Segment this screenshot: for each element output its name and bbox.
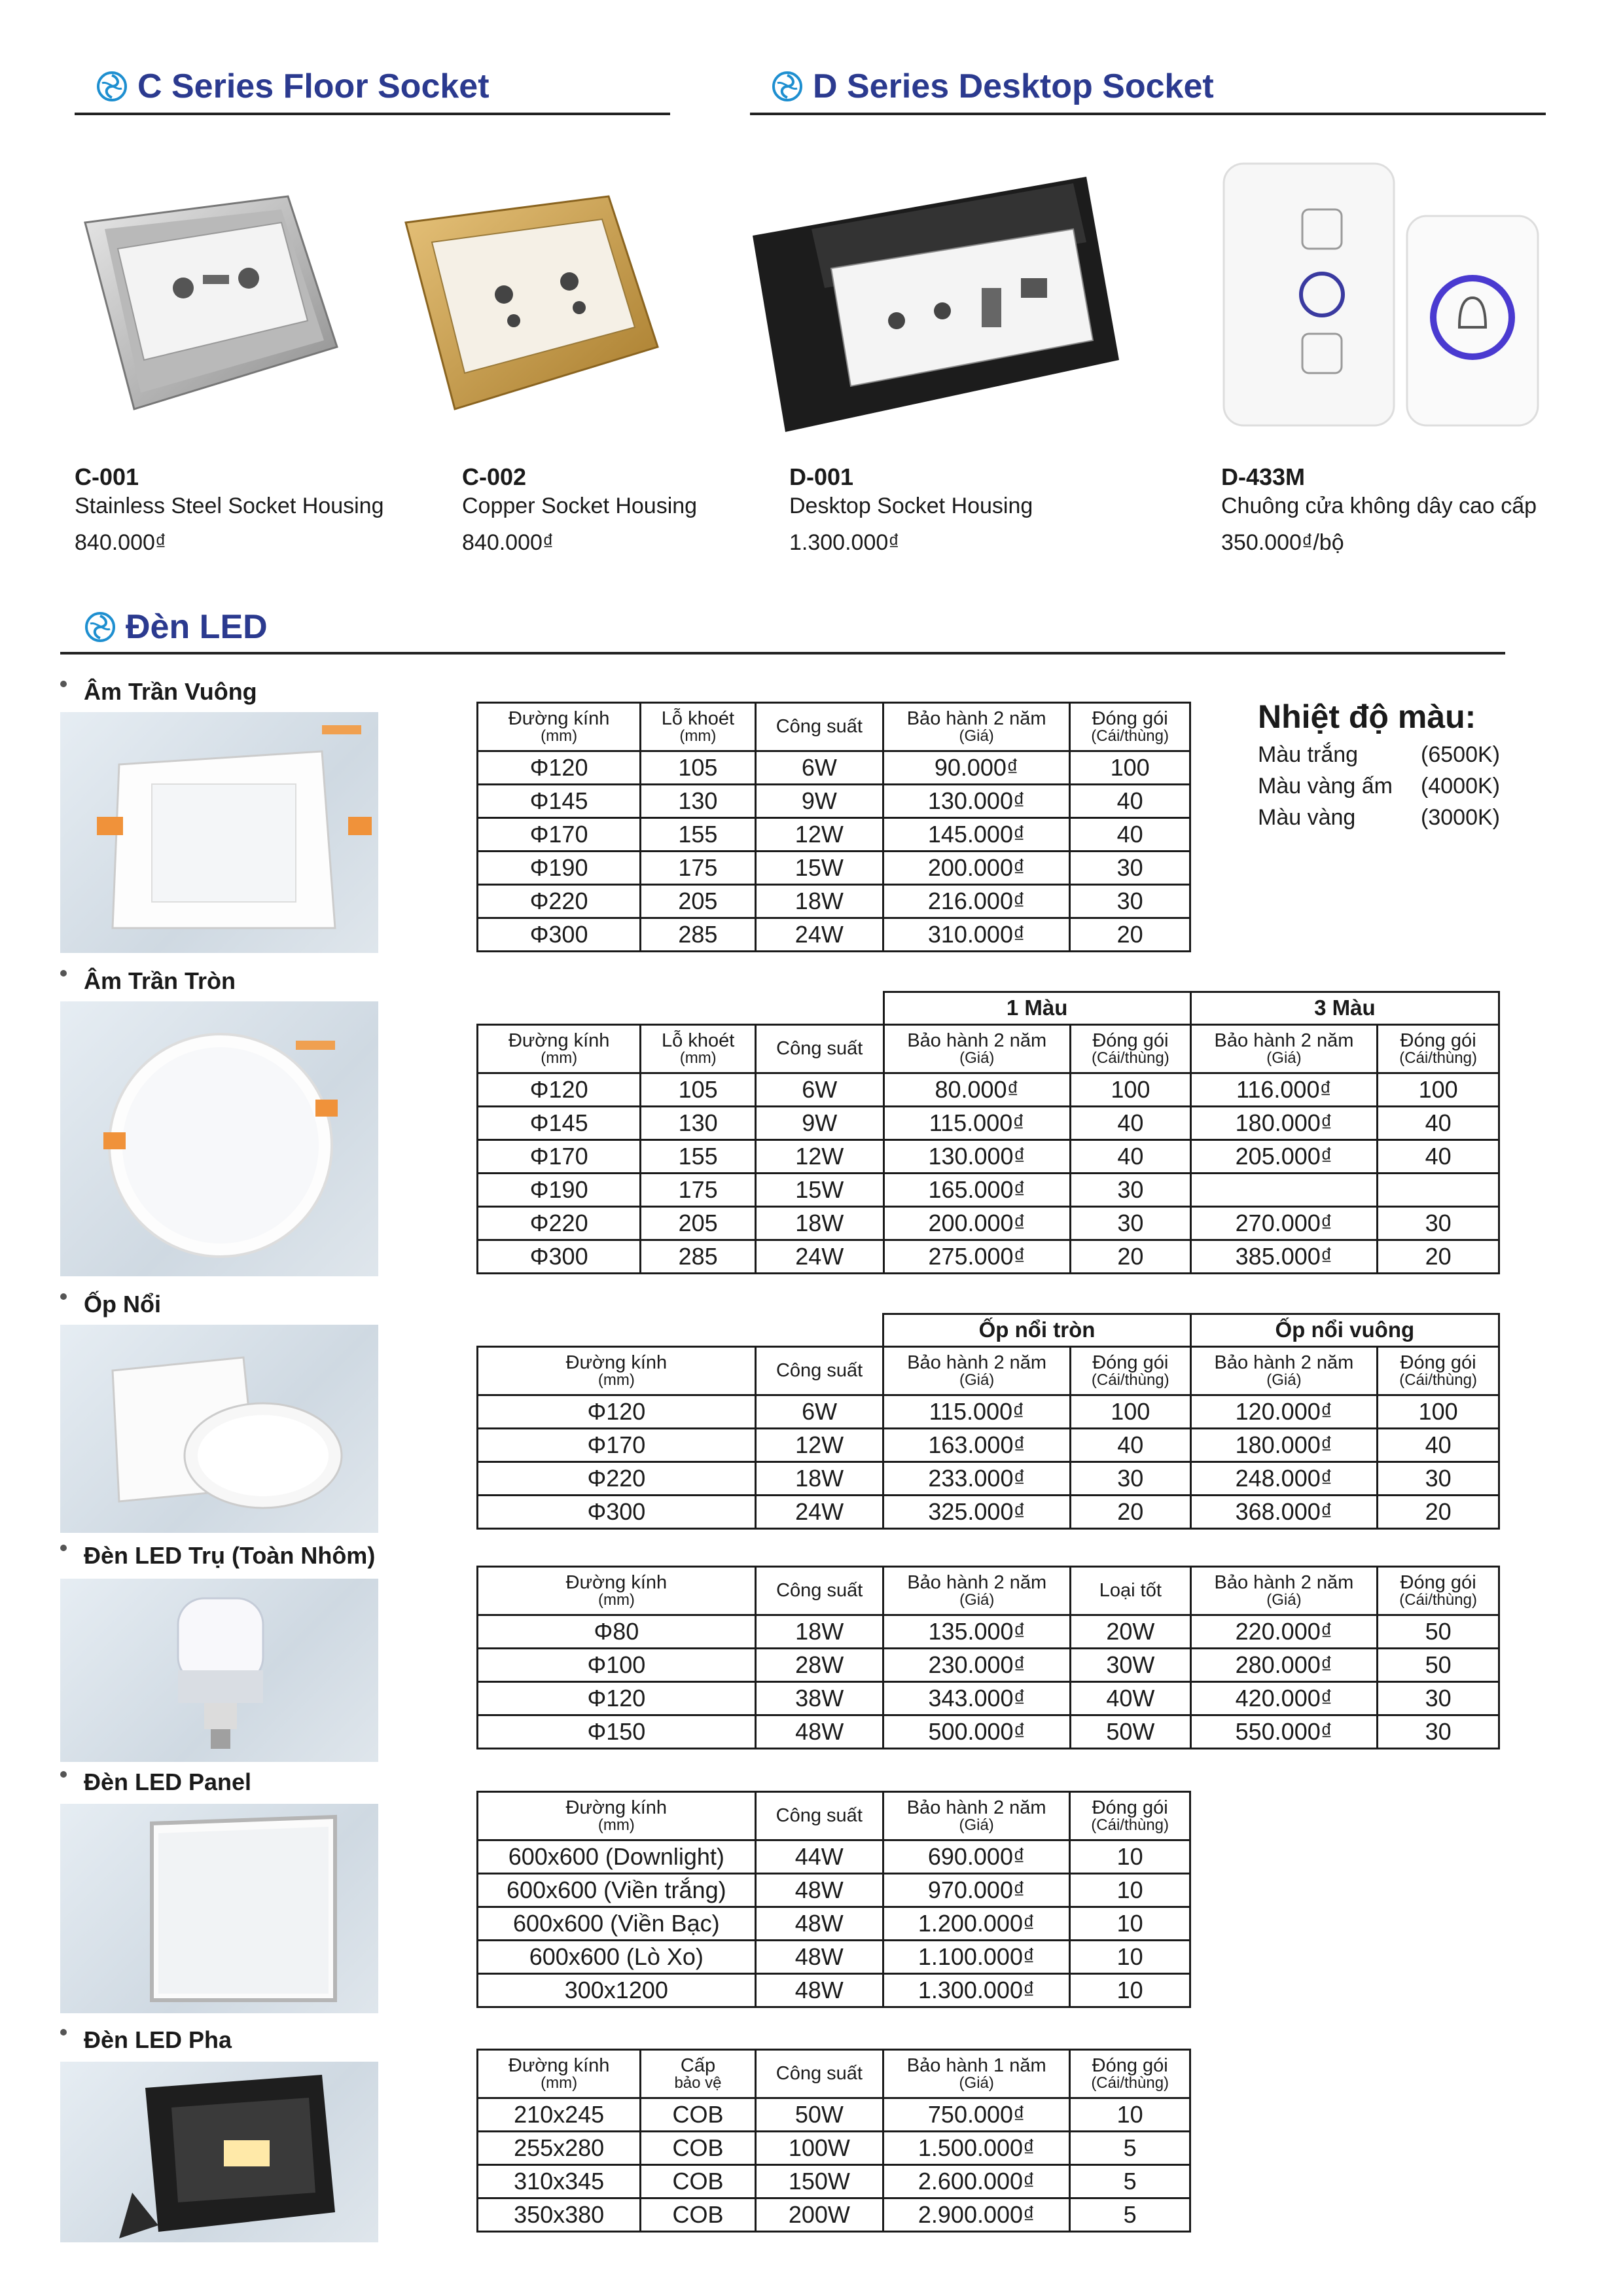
- table-row: [478, 1395, 1499, 1428]
- table-cell: COB: [641, 2098, 755, 2132]
- color-temp-title: Nhiệt độ màu:: [1258, 698, 1476, 735]
- table-cell: 600x600 (Downlight): [478, 1840, 756, 1874]
- table-cell: 275.000₫: [883, 1240, 1070, 1273]
- table-cell: 30W: [1071, 1649, 1191, 1682]
- header-diameter: Đường kính (mm): [478, 2050, 641, 2098]
- table-cell: 205: [641, 885, 755, 918]
- table-row: [478, 1173, 1499, 1206]
- group-header-1-color: 1 Màu: [883, 992, 1190, 1025]
- group-header-3-color: 3 Màu: [1190, 992, 1499, 1025]
- table-cell: 18W: [755, 1206, 883, 1240]
- blank-cell: [478, 1314, 883, 1347]
- table-cell: 105: [641, 751, 755, 785]
- table-cell: COB: [641, 2198, 755, 2232]
- table-cell: 165.000₫: [883, 1173, 1070, 1206]
- table-cell: COB: [641, 2132, 755, 2165]
- table-cell: Φ80: [478, 1615, 756, 1649]
- table-cell: Φ190: [478, 1173, 641, 1206]
- table-cell: 9W: [755, 785, 883, 818]
- table-cell: 15W: [755, 852, 883, 885]
- table-cell: 18W: [755, 885, 883, 918]
- table-cell: 50: [1378, 1615, 1499, 1649]
- table-cell: 9W: [755, 1106, 883, 1139]
- header-diameter: Đường kính (mm): [478, 1024, 641, 1073]
- table-cell: 155: [641, 818, 755, 852]
- table-cell: 100: [1070, 1395, 1190, 1428]
- product-code: C-002: [462, 463, 527, 490]
- table-cell: 248.000₫: [1190, 1462, 1378, 1495]
- price-table-cylinder: [476, 1566, 1500, 1749]
- header-packing: Đóng gói (Cái/thùng): [1070, 2050, 1190, 2098]
- table-cell: 30: [1378, 1206, 1499, 1240]
- category-label: [60, 678, 257, 706]
- group-header-square: Ốp nổi vuông: [1190, 1314, 1499, 1347]
- table-cell: 230.000₫: [883, 1649, 1071, 1682]
- table-cell: 20: [1070, 1495, 1190, 1528]
- table-cell: 155: [641, 1139, 756, 1173]
- table-cell: Φ220: [478, 885, 641, 918]
- header-packing: Đóng gói (Cái/thùng): [1378, 1567, 1499, 1615]
- table-cell: 50W: [1071, 1715, 1191, 1749]
- table-row: [478, 1649, 1499, 1682]
- table-cell: 40: [1070, 785, 1190, 818]
- table-cell: 28W: [755, 1649, 883, 1682]
- table-cell: 6W: [755, 1395, 883, 1428]
- table-cell: 270.000₫: [1190, 1206, 1377, 1240]
- section-title-desktop-text: D Series Desktop Socket: [813, 67, 1214, 105]
- table-cell: 30: [1070, 885, 1190, 918]
- table-cell: 40: [1070, 1139, 1190, 1173]
- table-cell: 220.000₫: [1190, 1615, 1378, 1649]
- table-cell: 343.000₫: [883, 1682, 1071, 1715]
- table-cell: Φ300: [478, 1240, 641, 1273]
- table-cell: 600x600 (Lò Xo): [478, 1941, 756, 1974]
- table-cell: 10: [1070, 2098, 1190, 2132]
- table-cell: [1190, 1173, 1377, 1206]
- table-cell: 15W: [755, 1173, 883, 1206]
- table-cell: 100: [1070, 1073, 1190, 1106]
- table-row: [478, 2098, 1190, 2132]
- table-cell: 40: [1070, 1428, 1190, 1462]
- table-row: [478, 1240, 1499, 1273]
- header-warranty: Bảo hành 2 năm (Giá): [883, 1024, 1070, 1073]
- table-cell: 115.000₫: [883, 1106, 1070, 1139]
- table-cell: 1.500.000₫: [883, 2132, 1070, 2165]
- table-cell: 116.000₫: [1190, 1073, 1377, 1106]
- table-cell: 40W: [1071, 1682, 1191, 1715]
- table-cell: 368.000₫: [1190, 1495, 1378, 1528]
- table-cell: Φ145: [478, 785, 641, 818]
- table-cell: 12W: [755, 818, 883, 852]
- table-cell: 48W: [755, 1974, 883, 2007]
- table-cell: 18W: [755, 1615, 883, 1649]
- table-cell: 30: [1378, 1715, 1499, 1749]
- table-cell: 44W: [755, 1840, 883, 1874]
- surface-light-image: [60, 1325, 378, 1533]
- product-name: Desktop Socket Housing: [789, 493, 1033, 518]
- table-cell: 50W: [755, 2098, 883, 2132]
- product-price: 840.000₫: [75, 530, 167, 555]
- table-cell: 5: [1070, 2198, 1190, 2232]
- cylinder-bulb-image: [60, 1579, 378, 1762]
- price-table-round: [476, 991, 1500, 1274]
- header-power: Công suất: [755, 703, 883, 751]
- header-warranty: Bảo hành 2 năm (Giá): [883, 1567, 1071, 1615]
- table-cell: [1378, 1173, 1499, 1206]
- table-cell: 350x380: [478, 2198, 641, 2232]
- color-temp-name: Màu vàng ấm: [1258, 774, 1393, 798]
- header-packing: Đóng gói (Cái/thùng): [1378, 1024, 1499, 1073]
- table-row: [478, 2198, 1190, 2232]
- header-grade: Loại tốt: [1071, 1567, 1191, 1615]
- color-temp-name: Màu trắng: [1258, 742, 1359, 767]
- header-warranty: Bảo hành 2 năm (Giá): [883, 1346, 1071, 1395]
- product-code: C-001: [75, 463, 139, 490]
- header-packing: Đóng gói (Cái/thùng): [1378, 1346, 1499, 1395]
- table-cell: 285: [641, 1240, 756, 1273]
- table-cell: 233.000₫: [883, 1462, 1071, 1495]
- header-warranty: Bảo hành 2 năm (Giá): [883, 703, 1070, 751]
- header-warranty: Bảo hành 2 năm (Giá): [1190, 1567, 1378, 1615]
- section-title-floor-text: C Series Floor Socket: [137, 67, 490, 105]
- price-table-panel: [476, 1791, 1191, 2008]
- table-cell: Φ300: [478, 918, 641, 952]
- table-cell: 115.000₫: [883, 1395, 1071, 1428]
- table-cell: 100: [1070, 751, 1190, 785]
- table-cell: 24W: [755, 1240, 883, 1273]
- table-row: [478, 1615, 1499, 1649]
- table-cell: 280.000₫: [1190, 1649, 1378, 1682]
- table-row: [478, 1715, 1499, 1749]
- table-cell: Φ150: [478, 1715, 756, 1749]
- color-temp-value: (4000K): [1421, 774, 1500, 798]
- table-cell: 24W: [755, 918, 883, 952]
- header-warranty: Bảo hành 2 năm (Giá): [1190, 1024, 1377, 1073]
- price-table-surface: [476, 1313, 1500, 1530]
- doorbell-image: [1217, 157, 1544, 432]
- table-row: [478, 1106, 1499, 1139]
- table-cell: 12W: [755, 1428, 883, 1462]
- table-cell: 30: [1378, 1462, 1499, 1495]
- table-cell: 80.000₫: [883, 1073, 1070, 1106]
- table-cell: 180.000₫: [1190, 1428, 1378, 1462]
- table-cell: 10: [1070, 1941, 1190, 1974]
- table-cell: Φ170: [478, 1428, 756, 1462]
- table-row: [478, 751, 1190, 785]
- table-cell: 2.600.000₫: [883, 2165, 1070, 2198]
- table-cell: Φ100: [478, 1649, 756, 1682]
- table-cell: 30: [1070, 1173, 1190, 1206]
- header-power: Công suất: [755, 1792, 883, 1840]
- table-cell: 130.000₫: [883, 1139, 1070, 1173]
- table-cell: 600x600 (Viền trắng): [478, 1874, 756, 1907]
- table-cell: 130: [641, 1106, 756, 1139]
- table-cell: 20: [1070, 918, 1190, 952]
- group-header-round: Ốp nổi tròn: [883, 1314, 1190, 1347]
- table-cell: 48W: [755, 1907, 883, 1941]
- table-row: [478, 2165, 1190, 2198]
- table-cell: 970.000₫: [883, 1874, 1069, 1907]
- table-cell: 420.000₫: [1190, 1682, 1378, 1715]
- category-label-text: Âm Trần Tròn: [84, 967, 236, 994]
- category-label-text: Âm Trần Vuông: [84, 678, 257, 705]
- table-cell: 6W: [755, 751, 883, 785]
- section-rule-desktop: [750, 113, 1546, 115]
- table-row: [478, 1907, 1190, 1941]
- header-warranty: Bảo hành 2 năm (Giá): [1190, 1346, 1378, 1395]
- table-cell: 100: [1378, 1395, 1499, 1428]
- table-cell: COB: [641, 2165, 755, 2198]
- swirl-logo-icon: [97, 71, 127, 101]
- table-row: [478, 818, 1190, 852]
- table-cell: 163.000₫: [883, 1428, 1071, 1462]
- table-cell: 20W: [1071, 1615, 1191, 1649]
- table-cell: 105: [641, 1073, 756, 1106]
- table-cell: 285: [641, 918, 755, 952]
- table-cell: 130: [641, 785, 755, 818]
- category-label: [60, 1291, 161, 1318]
- table-row: [478, 1462, 1499, 1495]
- header-diameter: Đường kính (mm): [478, 1346, 756, 1395]
- category-label: [60, 2026, 232, 2054]
- desktop-socket-image: [746, 164, 1126, 439]
- category-label-text: Đèn LED Trụ (Toàn Nhôm): [84, 1542, 376, 1569]
- floodlight-image: [60, 2062, 378, 2242]
- table-cell: 6W: [755, 1073, 883, 1106]
- table-cell: Φ145: [478, 1106, 641, 1139]
- price-table-flood: [476, 2049, 1191, 2233]
- category-label-text: Đèn LED Panel: [84, 1768, 252, 1795]
- table-cell: Φ220: [478, 1206, 641, 1240]
- table-cell: 48W: [755, 1874, 883, 1907]
- header-packing: Đóng gói (Cái/thùng): [1070, 1792, 1190, 1840]
- table-cell: 100: [1378, 1073, 1499, 1106]
- table-cell: 255x280: [478, 2132, 641, 2165]
- product-code: D-001: [789, 463, 854, 490]
- table-cell: 40: [1070, 818, 1190, 852]
- table-cell: Φ120: [478, 1682, 756, 1715]
- header-warranty: Bảo hành 1 năm (Giá): [883, 2050, 1070, 2098]
- product-name: Chuông cửa không dây cao cấp: [1221, 493, 1537, 518]
- header-warranty: Bảo hành 2 năm (Giá): [883, 1792, 1069, 1840]
- table-cell: 10: [1070, 1907, 1190, 1941]
- table-row: [478, 1974, 1190, 2007]
- header-diameter: Đường kính (mm): [478, 1567, 756, 1615]
- table-cell: 180.000₫: [1190, 1106, 1377, 1139]
- table-cell: 310.000₫: [883, 918, 1070, 952]
- blank-cell: [478, 992, 884, 1025]
- section-title-led-text: Đèn LED: [126, 608, 268, 646]
- table-cell: 1.200.000₫: [883, 1907, 1069, 1941]
- table-cell: 175: [641, 852, 755, 885]
- table-cell: 20: [1378, 1240, 1499, 1273]
- table-row: [478, 885, 1190, 918]
- table-cell: 12W: [755, 1139, 883, 1173]
- product-price: 840.000₫: [462, 530, 554, 555]
- table-cell: 40: [1378, 1106, 1499, 1139]
- table-cell: Φ120: [478, 751, 641, 785]
- category-label: [60, 1542, 375, 1570]
- category-label: [60, 1768, 251, 1796]
- header-power: Công suất: [755, 2050, 883, 2098]
- product-price: 350.000₫/bộ: [1221, 530, 1344, 555]
- table-row: [478, 785, 1190, 818]
- table-row: [478, 1682, 1499, 1715]
- copper-socket-image: [393, 183, 661, 412]
- category-label: [60, 967, 236, 995]
- table-cell: 30: [1070, 1462, 1190, 1495]
- table-row: [478, 1428, 1499, 1462]
- table-cell: Φ120: [478, 1073, 641, 1106]
- table-cell: 40: [1070, 1106, 1190, 1139]
- table-cell: 205.000₫: [1190, 1139, 1377, 1173]
- product-code: D-433M: [1221, 463, 1306, 490]
- color-temp-row: [1258, 742, 1500, 768]
- table-cell: 24W: [755, 1495, 883, 1528]
- table-row: [478, 2132, 1190, 2165]
- table-cell: Φ190: [478, 852, 641, 885]
- table-cell: 175: [641, 1173, 756, 1206]
- header-packing: Đóng gói (Cái/thùng): [1070, 1024, 1190, 1073]
- header-power: Công suất: [755, 1567, 883, 1615]
- header-power: Công suất: [755, 1024, 883, 1073]
- header-diameter: Đường kính (mm): [478, 1792, 756, 1840]
- color-temp-value: (6500K): [1421, 742, 1500, 767]
- swirl-logo-icon: [772, 71, 802, 101]
- table-cell: 120.000₫: [1190, 1395, 1378, 1428]
- table-cell: 2.900.000₫: [883, 2198, 1070, 2232]
- header-packing: Đóng gói (Cái/thùng): [1070, 703, 1190, 751]
- header-cutout: Lỗ khoét (mm): [641, 703, 755, 751]
- table-cell: 40: [1378, 1428, 1499, 1462]
- table-row: [478, 1874, 1190, 1907]
- table-cell: 10: [1070, 1874, 1190, 1907]
- table-cell: 18W: [755, 1462, 883, 1495]
- table-cell: 5: [1070, 2165, 1190, 2198]
- table-row: [478, 1206, 1499, 1240]
- table-cell: 200.000₫: [883, 852, 1070, 885]
- table-cell: 10: [1070, 1840, 1190, 1874]
- price-table-square: [476, 702, 1191, 952]
- header-diameter: Đường kính (mm): [478, 703, 641, 751]
- section-rule-led: [60, 652, 1505, 655]
- table-cell: 200.000₫: [883, 1206, 1070, 1240]
- table-cell: 40: [1378, 1139, 1499, 1173]
- header-protection: Cấp bảo vệ: [641, 2050, 755, 2098]
- table-row: [478, 918, 1190, 952]
- table-cell: 38W: [755, 1682, 883, 1715]
- table-cell: 30: [1070, 852, 1190, 885]
- color-temp-row: [1258, 805, 1500, 831]
- table-cell: 216.000₫: [883, 885, 1070, 918]
- table-cell: 130.000₫: [883, 785, 1070, 818]
- header-cutout: Lỗ khoét (mm): [641, 1024, 756, 1073]
- table-cell: 385.000₫: [1190, 1240, 1377, 1273]
- product-price: 1.300.000₫: [789, 530, 900, 555]
- section-title-led: [85, 607, 268, 647]
- table-cell: 100W: [755, 2132, 883, 2165]
- section-rule-floor: [75, 113, 670, 115]
- table-cell: 550.000₫: [1190, 1715, 1378, 1749]
- table-cell: Φ300: [478, 1495, 756, 1528]
- table-cell: 50: [1378, 1649, 1499, 1682]
- table-cell: Φ220: [478, 1462, 756, 1495]
- table-row: [478, 1139, 1499, 1173]
- header-power: Công suất: [755, 1346, 883, 1395]
- table-cell: 750.000₫: [883, 2098, 1070, 2132]
- product-name: Stainless Steel Socket Housing: [75, 493, 384, 518]
- table-row: [478, 1073, 1499, 1106]
- color-temp-row: [1258, 774, 1500, 799]
- table-cell: 150W: [755, 2165, 883, 2198]
- table-cell: 200W: [755, 2198, 883, 2232]
- table-cell: Φ170: [478, 818, 641, 852]
- color-temp-value: (3000K): [1421, 805, 1500, 830]
- table-cell: 300x1200: [478, 1974, 756, 2007]
- table-cell: 500.000₫: [883, 1715, 1071, 1749]
- table-cell: 30: [1378, 1682, 1499, 1715]
- table-cell: 310x345: [478, 2165, 641, 2198]
- table-cell: 145.000₫: [883, 818, 1070, 852]
- table-cell: 30: [1070, 1206, 1190, 1240]
- square-downlight-image: [60, 712, 378, 953]
- table-row: [478, 1495, 1499, 1528]
- table-cell: 5: [1070, 2132, 1190, 2165]
- table-row: [478, 1840, 1190, 1874]
- table-cell: 210x245: [478, 2098, 641, 2132]
- category-label-text: Đèn LED Pha: [84, 2026, 232, 2053]
- table-cell: Φ170: [478, 1139, 641, 1173]
- led-panel-image: [60, 1804, 378, 2013]
- section-title-desktop: [772, 67, 1214, 106]
- table-cell: 90.000₫: [883, 751, 1070, 785]
- table-cell: 1.100.000₫: [883, 1941, 1069, 1974]
- table-cell: 325.000₫: [883, 1495, 1071, 1528]
- category-label-text: Ốp Nổi: [84, 1291, 161, 1318]
- table-cell: Φ120: [478, 1395, 756, 1428]
- table-cell: 10: [1070, 1974, 1190, 2007]
- table-cell: 48W: [755, 1715, 883, 1749]
- table-cell: 135.000₫: [883, 1615, 1071, 1649]
- table-cell: 1.300.000₫: [883, 1974, 1069, 2007]
- round-downlight-image: [60, 1001, 378, 1276]
- table-cell: 20: [1070, 1240, 1190, 1273]
- table-row: [478, 1941, 1190, 1974]
- table-row: [478, 852, 1190, 885]
- color-temp-name: Màu vàng: [1258, 805, 1356, 830]
- table-cell: 48W: [755, 1941, 883, 1974]
- table-cell: 20: [1378, 1495, 1499, 1528]
- header-packing: Đóng gói (Cái/thùng): [1070, 1346, 1190, 1395]
- stainless-socket-image: [72, 183, 340, 412]
- product-name: Copper Socket Housing: [462, 493, 698, 518]
- table-cell: 205: [641, 1206, 756, 1240]
- section-title-floor: [97, 67, 490, 106]
- table-cell: 690.000₫: [883, 1840, 1069, 1874]
- swirl-logo-icon: [85, 612, 115, 642]
- table-cell: 600x600 (Viền Bạc): [478, 1907, 756, 1941]
